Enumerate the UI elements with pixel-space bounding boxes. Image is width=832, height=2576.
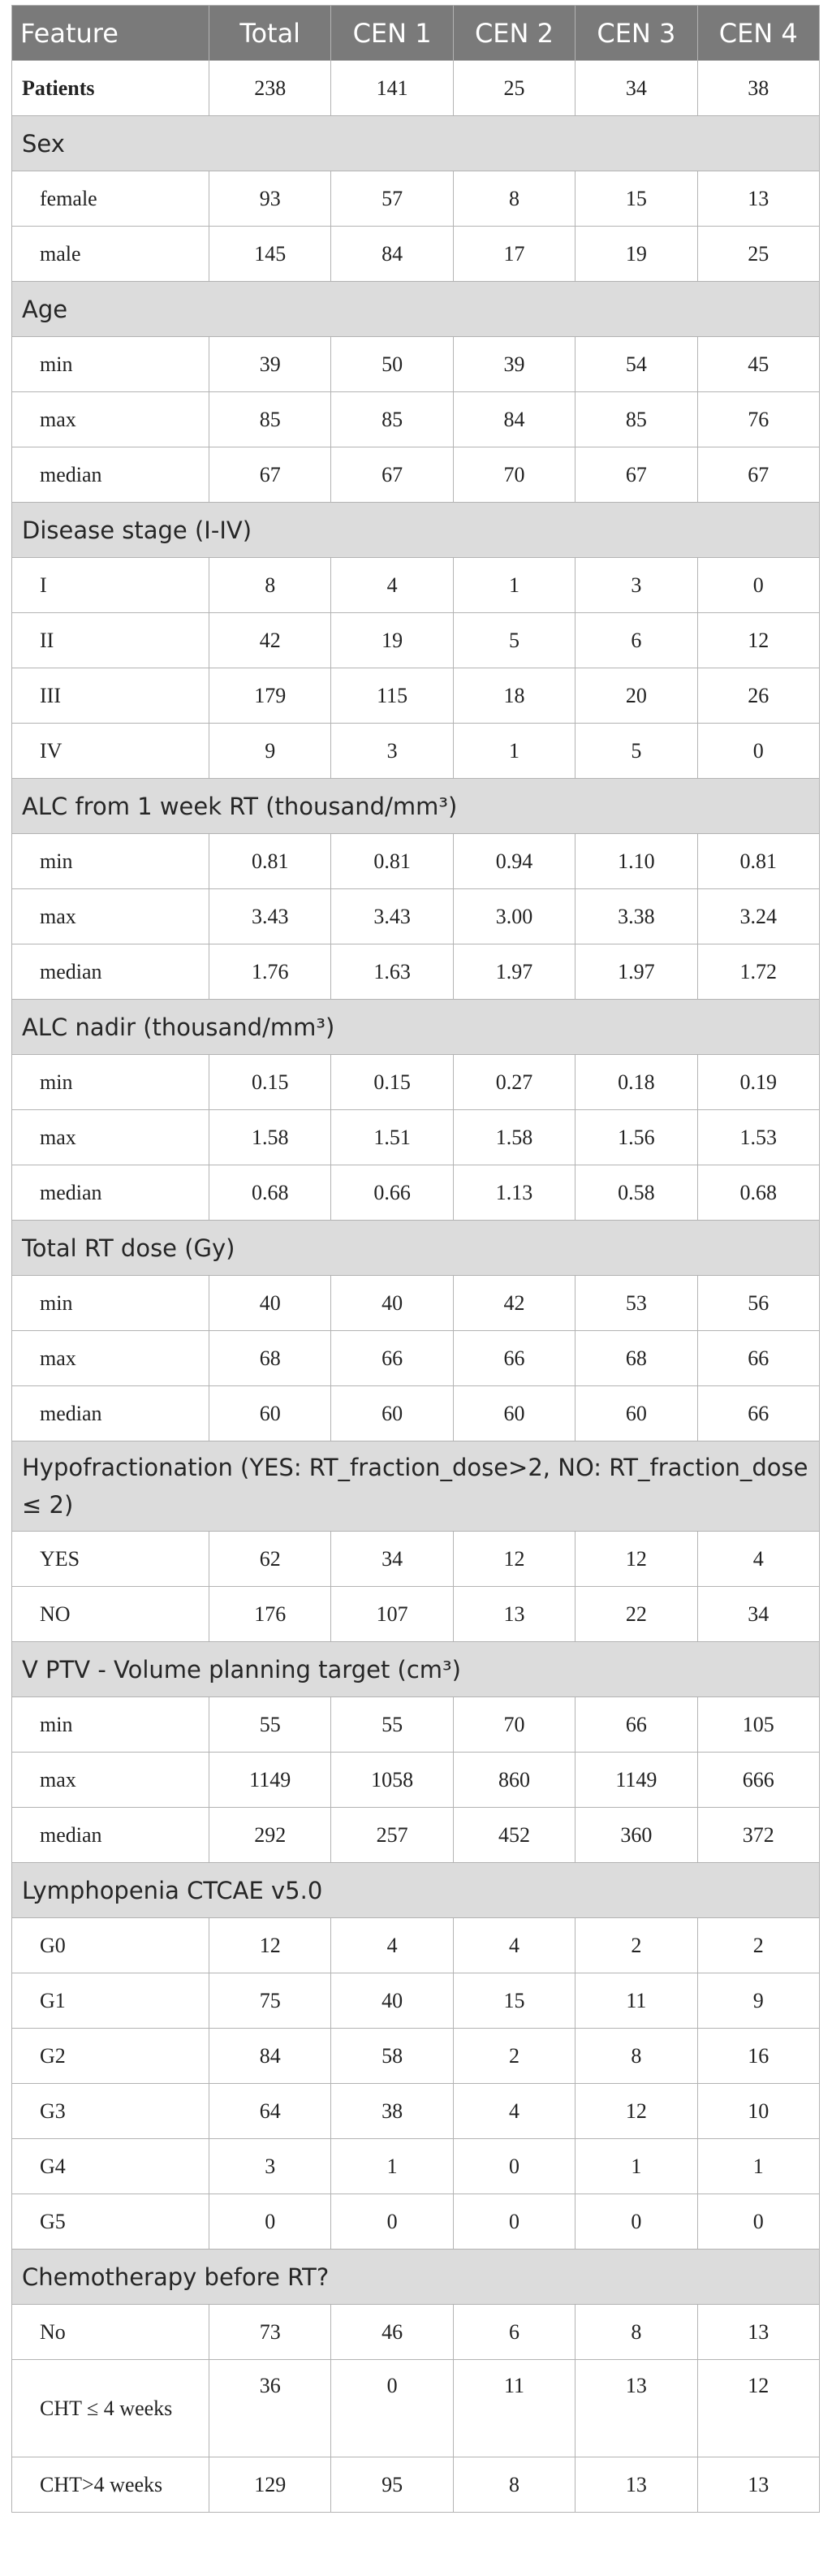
cell-value: 10	[697, 2084, 819, 2139]
section-title: Disease stage (I-IV)	[12, 503, 820, 558]
cell-value: 39	[209, 337, 331, 392]
table-row	[12, 1918, 820, 1973]
cell-value: 4	[453, 1918, 575, 1973]
cell-value: 0	[453, 2194, 575, 2250]
header-total: Total	[209, 6, 331, 61]
cell-value: 9	[697, 1973, 819, 2029]
row-label: I	[12, 558, 209, 613]
table-row	[12, 889, 820, 944]
row-label: min	[12, 1697, 209, 1753]
table-row	[12, 1110, 820, 1165]
cell-value: 13	[697, 2305, 819, 2360]
cell-value: 66	[576, 1697, 697, 1753]
cell-value: 1	[331, 2139, 453, 2194]
cell-value: 50	[331, 337, 453, 392]
cell-value: 1.58	[209, 1110, 331, 1165]
section-title: Sex	[12, 116, 820, 171]
cell-value: 60	[453, 1386, 575, 1441]
cell-value: 2	[697, 1918, 819, 1973]
cell-value: 1	[697, 2139, 819, 2194]
row-label: CHT>4 weeks	[12, 2457, 209, 2513]
cell-value: 115	[331, 668, 453, 724]
row-label: female	[12, 171, 209, 227]
cell-value: 60	[331, 1386, 453, 1441]
section-header-row	[12, 1000, 820, 1055]
table-row	[12, 558, 820, 613]
section-title: Lymphopenia CTCAE v5.0	[12, 1863, 820, 1918]
cell-value: 0.58	[576, 1165, 697, 1221]
table-row	[12, 613, 820, 668]
row-label: G5	[12, 2194, 209, 2250]
cell-value: 16	[697, 2029, 819, 2084]
cell-value: 4	[331, 1918, 453, 1973]
cell-value: 8	[576, 2029, 697, 2084]
cell-value: 40	[331, 1276, 453, 1331]
cell-value: 3.24	[697, 889, 819, 944]
row-label: max	[12, 889, 209, 944]
row-label: median	[12, 1386, 209, 1441]
cell-value: 34	[331, 1532, 453, 1587]
cell-value: 145	[209, 227, 331, 282]
cell-value: 1.56	[576, 1110, 697, 1165]
cell-value: 0.19	[697, 1055, 819, 1110]
cell-value: 0.81	[209, 834, 331, 889]
cell-value: 8	[453, 2457, 575, 2513]
cell-value: 73	[209, 2305, 331, 2360]
table-row	[12, 2457, 820, 2513]
patients-row	[12, 61, 820, 116]
table-row	[12, 2139, 820, 2194]
cell-value: 12	[697, 613, 819, 668]
section-title: V PTV - Volume planning target (cm³)	[12, 1642, 820, 1697]
cell-value: 3.43	[209, 889, 331, 944]
cell-value: 40	[331, 1973, 453, 2029]
cell-value: 19	[331, 613, 453, 668]
cell-value: 0	[331, 2194, 453, 2250]
cell-value: 0	[697, 2194, 819, 2250]
cell-value: 62	[209, 1532, 331, 1587]
cell-value: 18	[453, 668, 575, 724]
cell-value: 15	[453, 1973, 575, 2029]
cell-value: 39	[453, 337, 575, 392]
table-row	[12, 447, 820, 503]
patient-characteristics-table	[11, 5, 820, 2513]
cell-value: 60	[576, 1386, 697, 1441]
header-row	[12, 6, 820, 61]
cell-value: 34	[697, 1587, 819, 1642]
row-label: median	[12, 447, 209, 503]
cell-value: 67	[209, 447, 331, 503]
cell-value: 66	[453, 1331, 575, 1386]
cell-value: 93	[209, 171, 331, 227]
cell-value: 1.53	[697, 1110, 819, 1165]
table-row	[12, 2360, 820, 2457]
header-cen-3: CEN 3	[576, 6, 697, 61]
section-title: Age	[12, 282, 820, 337]
cell-value: 34	[576, 61, 697, 116]
cell-value: 0.94	[453, 834, 575, 889]
cell-value: 66	[697, 1331, 819, 1386]
section-header-row	[12, 1863, 820, 1918]
section-header-row	[12, 779, 820, 834]
table-row	[12, 1753, 820, 1808]
row-label: max	[12, 1753, 209, 1808]
row-label: min	[12, 1055, 209, 1110]
cell-value: 0.15	[209, 1055, 331, 1110]
cell-value: 0	[697, 558, 819, 613]
cell-value: 1.58	[453, 1110, 575, 1165]
cell-value: 25	[453, 61, 575, 116]
cell-value: 179	[209, 668, 331, 724]
cell-value: 1	[453, 558, 575, 613]
cell-value: 40	[209, 1276, 331, 1331]
cell-value: 84	[209, 2029, 331, 2084]
section-header-row	[12, 116, 820, 171]
cell-value: 38	[697, 61, 819, 116]
header-feature: Feature	[12, 6, 209, 61]
cell-value: 13	[576, 2457, 697, 2513]
cell-value: 57	[331, 171, 453, 227]
cell-value: 4	[331, 558, 453, 613]
cell-value: 2	[453, 2029, 575, 2084]
cell-value: 38	[331, 2084, 453, 2139]
cell-value: 0	[697, 724, 819, 779]
cell-value: 13	[453, 1587, 575, 1642]
cell-value: 5	[453, 613, 575, 668]
cell-value: 3.00	[453, 889, 575, 944]
section-header-row	[12, 2250, 820, 2305]
row-label: II	[12, 613, 209, 668]
cell-value: 68	[209, 1331, 331, 1386]
cell-value: 85	[209, 392, 331, 447]
cell-value: 84	[331, 227, 453, 282]
cell-value: 67	[331, 447, 453, 503]
cell-value: 12	[576, 1532, 697, 1587]
table-row	[12, 1587, 820, 1642]
section-header-row	[12, 1642, 820, 1697]
cell-value: 860	[453, 1753, 575, 1808]
cell-value: 0.18	[576, 1055, 697, 1110]
cell-value: 3	[209, 2139, 331, 2194]
table-row	[12, 392, 820, 447]
row-label: YES	[12, 1532, 209, 1587]
cell-value: 1	[453, 724, 575, 779]
cell-value: 60	[209, 1386, 331, 1441]
table-row	[12, 2194, 820, 2250]
cell-value: 85	[576, 392, 697, 447]
cell-value: 0	[453, 2139, 575, 2194]
cell-value: 26	[697, 668, 819, 724]
cell-value: 1058	[331, 1753, 453, 1808]
cell-value: 0.27	[453, 1055, 575, 1110]
cell-value: 360	[576, 1808, 697, 1863]
patients-label: Patients	[12, 61, 209, 116]
cell-value: 1	[576, 2139, 697, 2194]
cell-value: 67	[697, 447, 819, 503]
table-row	[12, 337, 820, 392]
cell-value: 0.66	[331, 1165, 453, 1221]
cell-value: 66	[697, 1386, 819, 1441]
cell-value: 1.63	[331, 944, 453, 1000]
cell-value: 2	[576, 1918, 697, 1973]
cell-value: 1.76	[209, 944, 331, 1000]
cell-value: 1.72	[697, 944, 819, 1000]
cell-value: 13	[697, 171, 819, 227]
cell-value: 11	[453, 2360, 575, 2457]
cell-value: 12	[697, 2360, 819, 2457]
cell-value: 9	[209, 724, 331, 779]
cell-value: 15	[576, 171, 697, 227]
row-label: IV	[12, 724, 209, 779]
cell-value: 17	[453, 227, 575, 282]
cell-value: 19	[576, 227, 697, 282]
cell-value: 0.81	[697, 834, 819, 889]
table-row	[12, 2029, 820, 2084]
table-row	[12, 1386, 820, 1441]
cell-value: 3	[576, 558, 697, 613]
cell-value: 0.68	[697, 1165, 819, 1221]
cell-value: 3	[331, 724, 453, 779]
cell-value: 452	[453, 1808, 575, 1863]
cell-value: 42	[453, 1276, 575, 1331]
cell-value: 64	[209, 2084, 331, 2139]
cell-value: 8	[209, 558, 331, 613]
cell-value: 0	[209, 2194, 331, 2250]
section-header-row	[12, 503, 820, 558]
cell-value: 1.51	[331, 1110, 453, 1165]
row-label: median	[12, 1165, 209, 1221]
cell-value: 257	[331, 1808, 453, 1863]
cell-value: 46	[331, 2305, 453, 2360]
cell-value: 55	[209, 1697, 331, 1753]
section-title: ALC from 1 week RT (thousand/mm³)	[12, 779, 820, 834]
row-label: max	[12, 1110, 209, 1165]
cell-value: 1149	[576, 1753, 697, 1808]
cell-value: 4	[453, 2084, 575, 2139]
cell-value: 3.43	[331, 889, 453, 944]
table-row	[12, 724, 820, 779]
row-label: max	[12, 392, 209, 447]
cell-value: 129	[209, 2457, 331, 2513]
cell-value: 13	[576, 2360, 697, 2457]
table-body	[12, 61, 820, 2513]
table-row	[12, 2084, 820, 2139]
cell-value: 84	[453, 392, 575, 447]
cell-value: 105	[697, 1697, 819, 1753]
table-row	[12, 1276, 820, 1331]
section-header-row	[12, 282, 820, 337]
row-label: No	[12, 2305, 209, 2360]
cell-value: 54	[576, 337, 697, 392]
cell-value: 0.68	[209, 1165, 331, 1221]
cell-value: 0.81	[331, 834, 453, 889]
cell-value: 1.97	[453, 944, 575, 1000]
table-row	[12, 2305, 820, 2360]
cell-value: 1.10	[576, 834, 697, 889]
row-label: G0	[12, 1918, 209, 1973]
cell-value: 25	[697, 227, 819, 282]
cell-value: 20	[576, 668, 697, 724]
cell-value: 1.13	[453, 1165, 575, 1221]
cell-value: 68	[576, 1331, 697, 1386]
cell-value: 8	[453, 171, 575, 227]
cell-value: 0	[331, 2360, 453, 2457]
section-title: Hypofractionation (YES: RT_fraction_dose>2, NO: RT_fraction_dose ≤ 2)	[12, 1441, 820, 1532]
table-row	[12, 834, 820, 889]
cell-value: 1.97	[576, 944, 697, 1000]
header-cen-2: CEN 2	[453, 6, 575, 61]
row-label: min	[12, 1276, 209, 1331]
cell-value: 67	[576, 447, 697, 503]
table-row	[12, 1973, 820, 2029]
cell-value: 176	[209, 1587, 331, 1642]
cell-value: 66	[331, 1331, 453, 1386]
cell-value: 12	[576, 2084, 697, 2139]
row-label: min	[12, 337, 209, 392]
row-label: G4	[12, 2139, 209, 2194]
cell-value: 22	[576, 1587, 697, 1642]
row-label: male	[12, 227, 209, 282]
table-row	[12, 668, 820, 724]
cell-value: 58	[331, 2029, 453, 2084]
table-row	[12, 1055, 820, 1110]
cell-value: 13	[697, 2457, 819, 2513]
cell-value: 107	[331, 1587, 453, 1642]
row-label: NO	[12, 1587, 209, 1642]
row-label: CHT ≤ 4 weeks	[12, 2360, 209, 2457]
row-label: III	[12, 668, 209, 724]
table-row	[12, 1165, 820, 1221]
cell-value: 141	[331, 61, 453, 116]
cell-value: 8	[576, 2305, 697, 2360]
cell-value: 238	[209, 61, 331, 116]
cell-value: 292	[209, 1808, 331, 1863]
cell-value: 1149	[209, 1753, 331, 1808]
table-row	[12, 227, 820, 282]
row-label: G1	[12, 1973, 209, 2029]
table-row	[12, 1697, 820, 1753]
section-title: ALC nadir (thousand/mm³)	[12, 1000, 820, 1055]
cell-value: 45	[697, 337, 819, 392]
section-header-row	[12, 1221, 820, 1276]
cell-value: 95	[331, 2457, 453, 2513]
cell-value: 5	[576, 724, 697, 779]
table-row	[12, 944, 820, 1000]
cell-value: 36	[209, 2360, 331, 2457]
cell-value: 4	[697, 1532, 819, 1587]
row-label: G3	[12, 2084, 209, 2139]
cell-value: 666	[697, 1753, 819, 1808]
cell-value: 0.15	[331, 1055, 453, 1110]
cell-value: 85	[331, 392, 453, 447]
cell-value: 11	[576, 1973, 697, 2029]
table-row	[12, 1331, 820, 1386]
cell-value: 6	[576, 613, 697, 668]
row-label: median	[12, 1808, 209, 1863]
cell-value: 75	[209, 1973, 331, 2029]
table-row	[12, 1808, 820, 1863]
section-title: Chemotherapy before RT?	[12, 2250, 820, 2305]
row-label: max	[12, 1331, 209, 1386]
section-header-row	[12, 1441, 820, 1532]
cell-value: 53	[576, 1276, 697, 1331]
cell-value: 3.38	[576, 889, 697, 944]
row-label: G2	[12, 2029, 209, 2084]
table-row	[12, 171, 820, 227]
row-label: median	[12, 944, 209, 1000]
cell-value: 55	[331, 1697, 453, 1753]
row-label: min	[12, 834, 209, 889]
cell-value: 76	[697, 392, 819, 447]
cell-value: 70	[453, 447, 575, 503]
header-cen-4: CEN 4	[697, 6, 819, 61]
cell-value: 70	[453, 1697, 575, 1753]
cell-value: 12	[209, 1918, 331, 1973]
cell-value: 0	[576, 2194, 697, 2250]
cell-value: 12	[453, 1532, 575, 1587]
cell-value: 372	[697, 1808, 819, 1863]
cell-value: 56	[697, 1276, 819, 1331]
cell-value: 42	[209, 613, 331, 668]
section-title: Total RT dose (Gy)	[12, 1221, 820, 1276]
cell-value: 6	[453, 2305, 575, 2360]
table-row	[12, 1532, 820, 1587]
header-cen-1: CEN 1	[331, 6, 453, 61]
